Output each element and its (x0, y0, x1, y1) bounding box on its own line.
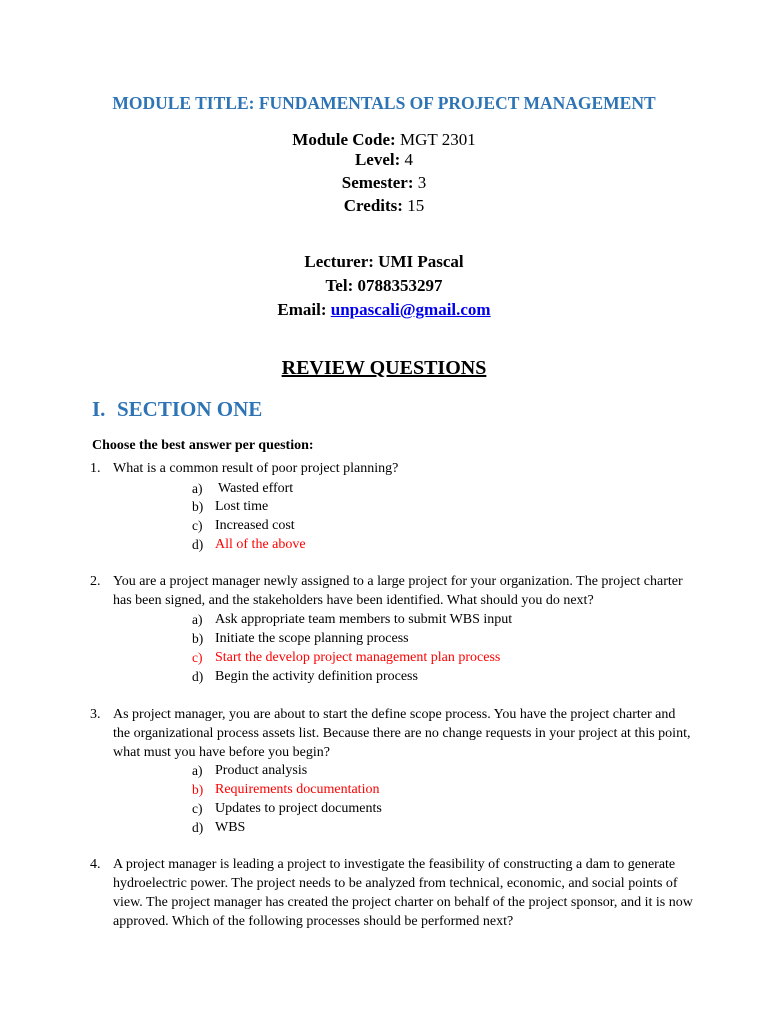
question-text: has been signed, and the stakeholders have been identified. What should you do next? (113, 593, 594, 608)
question-text: the organizational process assets list. Because there are no change requests in your project at this point, (113, 726, 691, 741)
question-text: what must you have before you begin? (113, 745, 330, 760)
question-number: 1. (90, 461, 101, 476)
module-code-line (0, 130, 768, 150)
option-letter: d) (192, 820, 204, 835)
question-number: 3. (90, 707, 101, 722)
semester-value: 3 (417, 173, 427, 192)
email-link[interactable]: unpascali@gmail.com (330, 300, 491, 319)
question-text: view. The project manager has created the project charter on behalf of the project sponsor, and it is now (113, 895, 693, 910)
option-text: Lost time (215, 499, 269, 514)
option-text: Updates to project documents (215, 801, 382, 816)
question-text: approved. Which of the following processes should be performed next? (113, 914, 514, 929)
question-number: 4. (90, 857, 101, 872)
module-code-label: Module Code: (292, 130, 396, 149)
module-title: MODULE TITLE: FUNDAMENTALS OF PROJECT MANAGEMENT (112, 93, 656, 113)
option-letter: b) (192, 782, 204, 797)
option-letter: c) (192, 518, 203, 533)
level-value: 4 (404, 150, 414, 169)
option-letter: c) (192, 650, 203, 665)
module-code-value: MGT 2301 (399, 130, 476, 149)
question-text: A project manager is leading a project to investigate the feasibility of constructing a dam to generate (113, 857, 676, 872)
question-text: What is a common result of poor project planning? (113, 461, 399, 476)
option-letter: b) (192, 631, 204, 646)
question-number: 2. (90, 574, 101, 589)
credits-label: Credits: (343, 196, 403, 215)
semester-line (0, 173, 768, 193)
option-text: Ask appropriate team members to submit WBS input (215, 612, 513, 627)
review-questions-heading: REVIEW QUESTIONS (281, 357, 487, 379)
option-text: Begin the activity definition process (215, 669, 418, 684)
option-letter: a) (192, 612, 203, 627)
option-letter: a) (192, 481, 203, 496)
question-text: As project manager, you are about to start the define scope process. You have the project charter and (113, 707, 676, 722)
credits-line (0, 196, 768, 216)
level-label: Level: (354, 150, 401, 169)
option-text: Wasted effort (218, 481, 294, 496)
section-title: SECTION ONE (117, 397, 263, 421)
option-text: WBS (215, 820, 246, 835)
option-text: Initiate the scope planning process (215, 631, 409, 646)
level-line (0, 150, 768, 170)
option-text: Product analysis (215, 763, 308, 778)
section-number: I. (92, 397, 106, 421)
option-letter: b) (192, 499, 204, 514)
lecturer-tel: Tel: 0788353297 (325, 276, 443, 295)
option-letter: d) (192, 537, 204, 552)
option-letter: d) (192, 669, 204, 684)
option-letter: c) (192, 801, 203, 816)
section-instruction: Choose the best answer per question: (92, 438, 314, 453)
lecturer-email-line (0, 300, 768, 320)
question-text: You are a project manager newly assigned to a large project for your organization. The project charter (113, 574, 683, 589)
correct-option-text: Requirements documentation (215, 782, 380, 797)
credits-value: 15 (407, 196, 425, 215)
semester-label: Semester: (341, 173, 414, 192)
email-label: Email: (277, 300, 327, 319)
option-text: Increased cost (215, 518, 295, 533)
lecturer-name: Lecturer: UMI Pascal (304, 252, 464, 271)
option-letter: a) (192, 763, 203, 778)
correct-option-text: Start the develop project management plan process (215, 650, 501, 665)
correct-option-text: All of the above (215, 537, 306, 552)
question-text: hydroelectric power. The project needs to be analyzed from technical, economic, and social points of (113, 876, 678, 891)
